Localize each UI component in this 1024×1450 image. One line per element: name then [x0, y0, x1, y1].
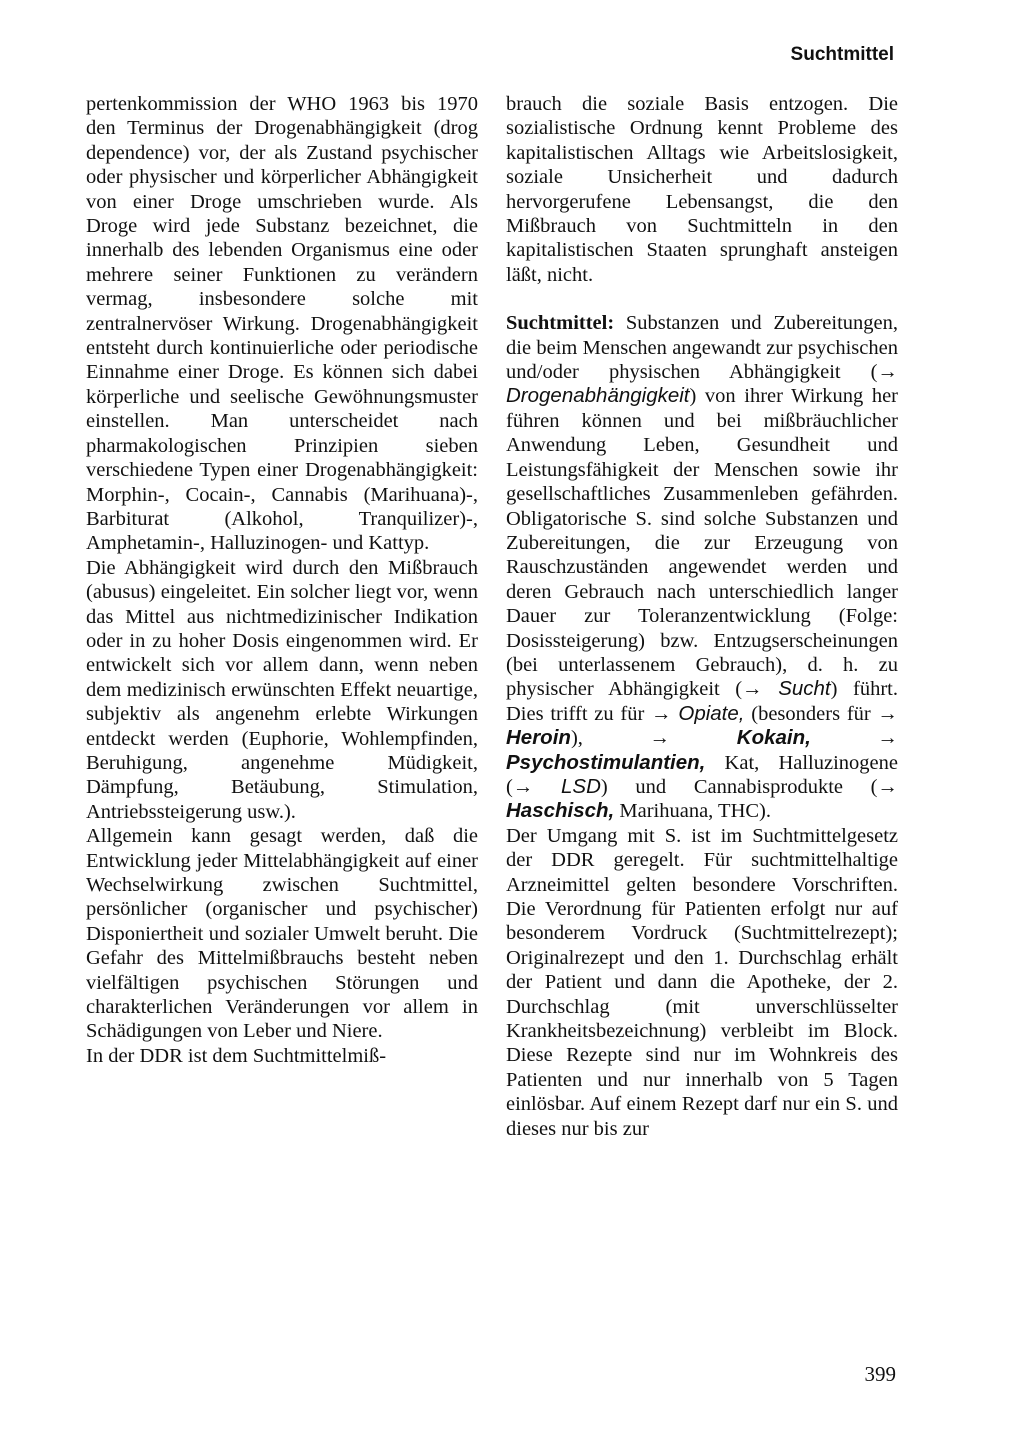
- cross-ref-opiate[interactable]: Opiate,: [678, 701, 745, 725]
- running-header-term: Suchtmittel: [790, 44, 894, 65]
- entry-lemma: Suchtmittel:: [506, 312, 615, 335]
- entry-text: Substanzen und Zubereitungen, die beim Menschen angewandt zur psychischen und/oder physischen Abhängigkeit (→: [506, 312, 898, 384]
- entry-text: ), →: [570, 727, 737, 750]
- entry-text: Marihuana, THC).: [614, 800, 772, 823]
- entry-text: ) und Cannabisprodukte (→: [600, 775, 899, 798]
- cross-ref-lsd[interactable]: LSD: [561, 774, 601, 798]
- entry-text: Kat, Halluzinogene (→: [506, 751, 898, 798]
- entry-text: ) von ihrer Wirkung her führen können und bei mißbräuchlicher Anwendung Leben, Gesundheit und Leistungsfähigkeit der Menschen sowie ihr gesellschaftliches Zusammenleben gefährden. Obligatorische S. sind solche Substanzen und Zubereitungen, die zur Erzeugung von Rauschzuständen angewendet werden und deren Gebrauch nach unterschiedlich langer Dauer zur Toleranzentwicklung (Folge: Dosissteigerung) bzw. Entzugserscheinungen (bei unterlassenem Gebrauch), d. h. zu physischer Abhängigkeit (→: [506, 385, 898, 701]
- entry-text: (besonders für →: [744, 702, 898, 725]
- paragraph-ddr-start: In der DDR ist dem Suchtmittelmiß-: [86, 1044, 387, 1067]
- cross-ref-heroin[interactable]: Heroin: [506, 726, 571, 750]
- right-text-column: [506, 92, 898, 1141]
- paragraph-abuse: Die Abhängigkeit wird durch den Mißbrauch (abusus) eingeleitet. Ein solcher liegt vor, wenn das Mittel aus nichtmedizinischer Indikation oder in zu hoher Dosis eingenommen wird. Er entwickelt sich vor allem dann, wenn neben dem medizinisch erwünschten Effekt neuartige, subjektiv als angenehm erlebte Wirkungen entdeckt werden (Euphorie, Wohlempfinden, Beruhigung, angenehme Müdigkeit, Dämpfung, Betäubung, Stimulation, Antriebssteigerung usw.).: [86, 556, 478, 823]
- cross-ref-kokain[interactable]: Kokain,: [736, 726, 811, 750]
- cross-ref-psychostimulantien[interactable]: Psychostimulantien,: [506, 750, 706, 774]
- cross-ref-haschisch[interactable]: Haschisch,: [506, 799, 615, 823]
- paragraph-law: Der Umgang mit S. ist im Suchtmittelgesetz der DDR geregelt. Für suchtmittelhaltige Arzneimittel gelten besondere Vorschriften. Die Verordnung für Patienten erfolgt nur auf besonderem Vordruck (Suchtmittelrezept); Originalrezept und den 1. Durchschlag erhält der Patient und dann die Apotheke, der 2. Durchschlag (mit unverschlüsselter Krankheitsbezeichnung) verbleibt im Block. Diese Rezepte sind nur im Wohnkreis des Patienten und nur innerhalb von 5 Tagen einlösbar. Auf einem Rezept darf nur ein S. und dieses nur bis zur: [506, 824, 898, 1140]
- cross-ref-sucht[interactable]: Sucht: [778, 677, 831, 701]
- paragraph-general: Allgemein kann gesagt werden, daß die Entwicklung jeder Mittelabhängigkeit auf einer Wechselwirkung zwischen Suchtmittel, persönlicher (organischer und psychischer) Disponiertheit und sozialer Umwelt beruht. Die Gefahr des Mittelmißbrauchs besteht neben vielfältigen psychischen Störungen und charakterlichen Veränderungen vor allem in Schädigungen von Leber und Niere.: [86, 825, 478, 1043]
- entry-suchtmittel: [506, 311, 898, 824]
- cross-ref-drogenabhaengigkeit[interactable]: Drogenabhängigkeit: [506, 384, 690, 408]
- entry-text: →: [810, 727, 898, 750]
- entry-text: ) führt. Dies trifft zu für →: [506, 678, 898, 725]
- paragraph-drug-dependence: pertenkommission der WHO 1963 bis 1970 den Terminus der Drogenabhängigkeit (drog dependence) vor, der als Zustand psychischer oder physischer und körperlicher Abhängigkeit von einer Droge umschrieben wurde. Als Droge wird jede Substanz bezeichnet, die innerhalb des lebenden Organismus eine oder mehrere seiner Funktionen zu verändern vermag, insbesondere solche mit zentralnervöser Wirkung. Drogenabhängigkeit entsteht durch kontinuierliche oder periodische Einnahme einer Droge. Es können sich dabei körperliche und seelische Gewöhnungsmuster einstellen. Man unterscheidet nach pharmakologischen Prinzipien sieben verschiedene Typen einer Drogenabhängigkeit: Morphin-, Cocain-, Cannabis (Marihuana)-, Barbiturat (Alkohol, Tranquilizer)-, Amphetamin-, Halluzinogen- und Kattyp.: [86, 93, 478, 555]
- paragraph-ddr-continued: brauch die soziale Basis entzogen. Die sozialistische Ordnung kennt Probleme des kapitalistischen Alltags wie Arbeitslosigkeit, soziale Unsicherheit und dadurch hervorgerufene Lebensangst, die den Mißbrauch von Suchtmitteln in den kapitalistischen Staaten sprunghaft ansteigen läßt, nicht.: [506, 93, 898, 286]
- left-text-column: [86, 92, 478, 1068]
- page-number: 399: [864, 1362, 896, 1386]
